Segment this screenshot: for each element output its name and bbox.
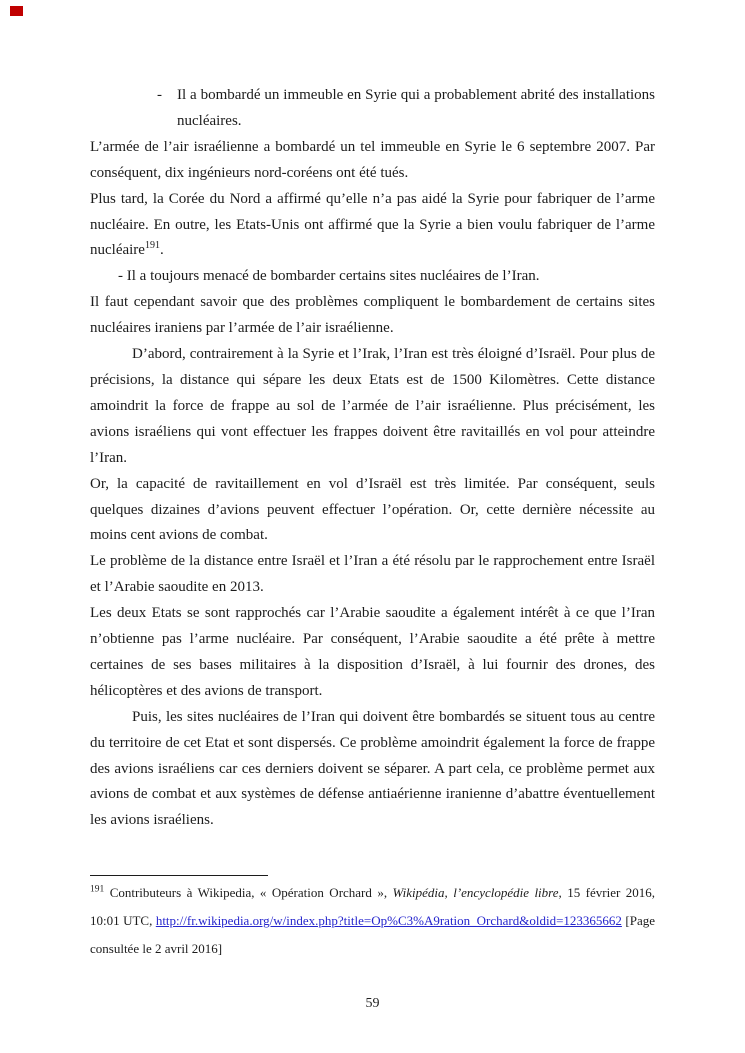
paragraph-distance-resolue: Le problème de la distance entre Israël et l’Iran a été résolu par le rapprochement entre Israël et l’Arabie saoudite en 2013.: [90, 553, 655, 596]
paragraph-capacite-ravitaillement: Or, la capacité de ravitaillement en vol d’Israël est très limitée. Par conséquent, seuls quelques dizaines d’avions peuvent effectuer l’opération. Or, cette dernière nécessite au moins cent avions de combat.: [90, 475, 655, 544]
footnote-191: [90, 879, 655, 963]
paragraph-coree-text: Plus tard, la Corée du Nord a affirmé qu’elle n’a pas aidé la Syrie pour fabriquer de l’arme nucléaire. En outre, les Etats-Unis ont affirmé que la Syrie a bien voulu fabriquer de l’arme nucléaire: [90, 190, 655, 259]
paragraph-puis-sites: Puis, les sites nucléaires de l’Iran qui doivent être bombardés se situent tous au centre du territoire de cet Etat et sont dispersés. Ce problème amoindrit également la force de frappe des avions israéliens car ces derniers doivent se séparer. A part cela, ce problème permet aux avions de combat et aux systèmes de défense antiaérienne iranienne d’abattre éventuellement les avions israéliens.: [90, 708, 655, 829]
footnote-reference-191[interactable]: 191: [144, 240, 160, 252]
footnote-text-date: 15 février 2016, 10:01 UTC,: [90, 885, 655, 929]
paragraph-armee-air: L’armée de l’air israélienne a bombardé un tel immeuble en Syrie le 6 septembre 2007. Par conséquent, dix ingénieurs nord-coréens ont été tués.: [90, 138, 655, 181]
paragraph-coree-period: .: [159, 242, 164, 259]
paragraph-problemes: Il faut cependant savoir que des problèmes compliquent le bombardement de certains sites nucléaires iraniens par l’armée de l’air israélienne.: [90, 294, 655, 337]
footnote-hyperlink[interactable]: http://fr.wikipedia.org/w/index.php?title=Op%C3%A9ration_Orchard&oldid=123365662: [155, 913, 622, 929]
footnote-number: 191: [90, 884, 105, 895]
bullet-dash: -: [157, 87, 162, 103]
page-number: 59: [365, 996, 380, 1012]
paragraph-rapprochement-saoudite: Les deux Etats se sont rapprochés car l’Arabie saoudite a également intérêt à ce que l’Iran n’obtienne pas l’arme nucléaire. Par conséquent, l’Arabie saoudite a été prête à mettre certaines de ses bases militaires à la disposition d’Israël, à lui fournir des drones, des hélicoptères et des avions de transport.: [90, 605, 655, 699]
footnote-section: [90, 875, 655, 963]
paragraph-coree-nord: [90, 187, 655, 265]
page-corner-marker: [10, 6, 23, 16]
paragraph-dabord-distance: D’abord, contrairement à la Syrie et l’Irak, l’Iran est très éloigné d’Israël. Pour plus de précisions, la distance qui sépare les deux Etats est de 1500 Kilomètres. Cette distance amoindrit la force de frappe au sol de l’armée de l’air israélienne. Plus précisément, les avions israéliens qui vont effectuer les frappes doivent être ravitaillés en vol pour atteindre l’Iran.: [90, 346, 655, 466]
footnote-text-start: Contributeurs à Wikipedia, « Opération Orchard »,: [104, 885, 393, 901]
footnote-separator: [90, 875, 268, 876]
footnote-text-end: [Page consultée le 2 avril 2016]: [90, 913, 655, 957]
footnote-source-title: Wikipédia, l’encyclopédie libre,: [392, 885, 562, 901]
bullet-item: [157, 83, 655, 135]
bullet-text: Il a bombardé un immeuble en Syrie qui a probablement abrité des installations nucléaires.: [177, 87, 655, 129]
document-body: [90, 83, 655, 834]
paragraph-menace-iran: - Il a toujours menacé de bombarder certains sites nucléaires de l’Iran.: [118, 268, 540, 285]
